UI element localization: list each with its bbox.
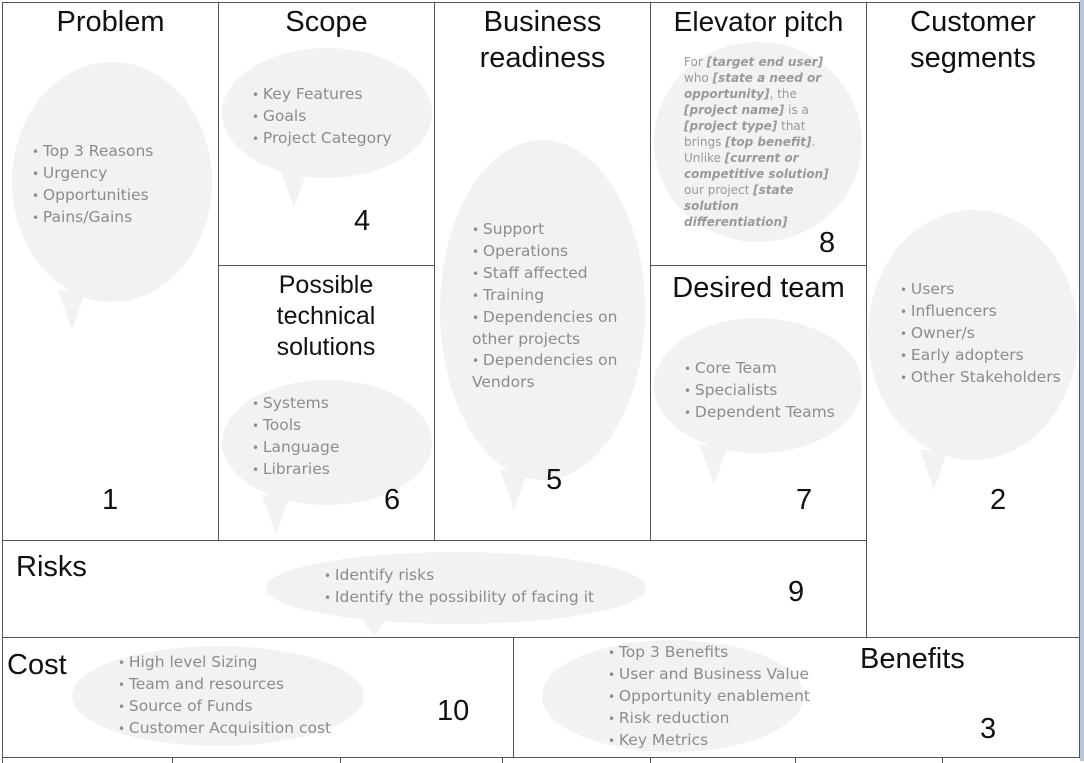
scope-list: [252, 84, 392, 150]
list-item: • Training: [472, 285, 632, 307]
technical-number: 6: [384, 484, 401, 516]
customers-number: 2: [990, 484, 1007, 516]
bubble-tail: [262, 495, 290, 535]
list-item: • Top 3 Benefits: [608, 642, 810, 664]
technical-title: Possible technical solutions: [276, 271, 376, 361]
list-item: • Operations: [472, 241, 632, 263]
cost-number: 10: [437, 695, 470, 727]
list-item: • Opportunities: [32, 185, 153, 207]
team-list: [684, 358, 835, 424]
problem-number: 1: [102, 484, 119, 516]
technical-list: [252, 393, 339, 481]
business-list: [472, 219, 632, 393]
list-item: • Dependent Teams: [684, 402, 835, 424]
list-item: • Urgency: [32, 163, 153, 185]
list-item: • Goals: [252, 106, 392, 128]
grid-strip: [650, 757, 795, 763]
list-item: • Identify risks: [324, 565, 594, 587]
cost-title: Cost: [7, 649, 67, 681]
bubble-tail: [58, 290, 86, 330]
list-item: • Project Category: [252, 128, 392, 150]
list-item: • Core Team: [684, 358, 835, 380]
list-item: • Source of Funds: [118, 696, 331, 718]
business-title: Business readiness: [479, 6, 606, 74]
list-item: • Support: [472, 219, 632, 241]
list-item: • Libraries: [252, 459, 339, 481]
bubble-tail: [500, 470, 528, 510]
list-item: • Dependencies on other projects: [472, 307, 632, 350]
grid-strip: [172, 757, 340, 763]
list-item: • Other Stakeholders: [900, 367, 1061, 389]
list-item: • Language: [252, 437, 339, 459]
benefits-list: [608, 642, 810, 752]
bubble-tail: [280, 168, 308, 208]
list-item: • Dependencies on Vendors: [472, 350, 632, 393]
list-item: • Systems: [252, 393, 339, 415]
bubble-tail: [920, 450, 948, 490]
scope-number: 4: [354, 205, 371, 237]
problem-title: Problem: [56, 6, 165, 38]
list-item: • Risk reduction: [608, 708, 810, 730]
benefits-title: Benefits: [860, 643, 965, 675]
grid-strip: [340, 757, 502, 763]
benefits-number: 3: [980, 713, 997, 745]
problem-list: [32, 141, 153, 229]
list-item: • Staff affected: [472, 263, 632, 285]
risks-title: Risks: [16, 551, 87, 583]
list-item: • Tools: [252, 415, 339, 437]
bubble-tail: [700, 445, 728, 485]
list-item: • Team and resources: [118, 674, 331, 696]
list-item: • Users: [900, 279, 1061, 301]
team-number: 7: [796, 484, 813, 516]
cost-list: [118, 652, 331, 740]
scope-title: Scope: [285, 6, 368, 38]
list-item: • Identify the possibility of facing it: [324, 587, 594, 609]
list-item: • Opportunity enablement: [608, 686, 810, 708]
team-title: Desired team: [672, 272, 845, 304]
business-number: 5: [546, 464, 563, 496]
list-item: • Key Metrics: [608, 730, 810, 752]
grid-strip: [2, 757, 172, 763]
risks-number: 9: [788, 576, 805, 608]
risks-list: [324, 565, 594, 609]
elevator-number: 8: [819, 227, 836, 259]
elevator-title: Elevator pitch: [673, 6, 844, 37]
list-item: • User and Business Value: [608, 664, 810, 686]
list-item: • Influencers: [900, 301, 1061, 323]
list-item: • Key Features: [252, 84, 392, 106]
grid-strip: [502, 757, 650, 763]
elevator-pitch-text: For [target end user] who [state a need or opportunity], the [project name] is a [project type] that brings [top benefit]. Unlike [current or competitive solution] our project [state solution differentiation]: [684, 55, 829, 229]
grid-strip: [942, 757, 1080, 763]
customers-list: [900, 279, 1061, 389]
list-item: • Customer Acquisition cost: [118, 718, 331, 740]
list-item: • High level Sizing: [118, 652, 331, 674]
list-item: • Owner/s: [900, 323, 1061, 345]
bubble-tail: [360, 616, 388, 636]
list-item: • Pains/Gains: [32, 207, 153, 229]
grid-strip: [795, 757, 942, 763]
list-item: • Specialists: [684, 380, 835, 402]
window-edge: [1080, 0, 1084, 761]
customers-title: Customer segments: [910, 6, 1036, 74]
list-item: • Top 3 Reasons: [32, 141, 153, 163]
list-item: • Early adopters: [900, 345, 1061, 367]
